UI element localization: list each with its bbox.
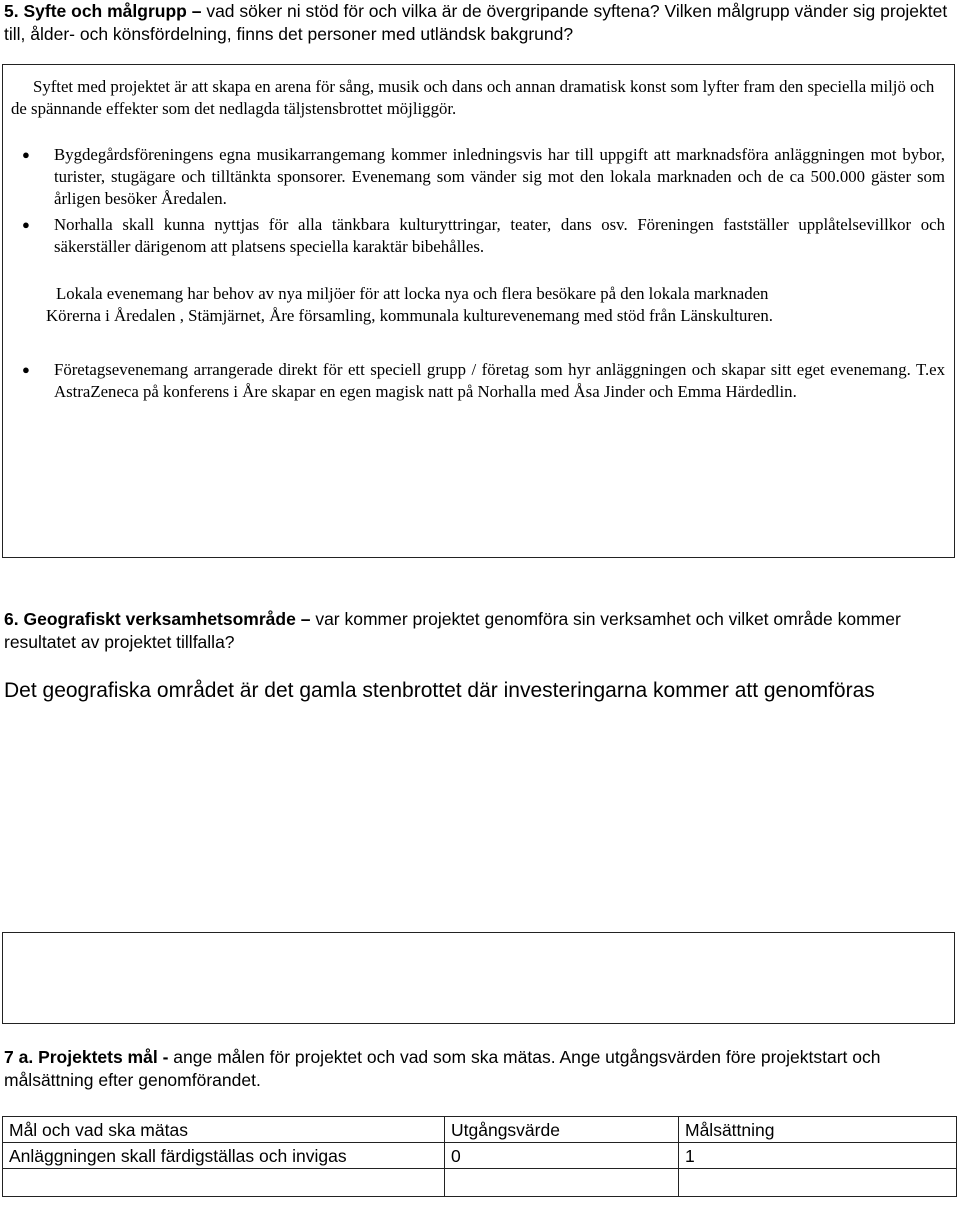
- header-baseline: Utgångsvärde: [445, 1117, 679, 1143]
- section-7a-title: Projektets mål -: [38, 1047, 169, 1067]
- table-header-row: [3, 1117, 957, 1143]
- section-6-answer: Det geografiska området är det gamla stenbrottet där investeringarna kommer att genomföras: [4, 679, 875, 702]
- goals-table: [2, 1116, 957, 1197]
- section-7a-heading: [4, 1046, 954, 1092]
- section-5-heading: [4, 0, 954, 46]
- header-goal: Mål och vad ska mätas: [3, 1117, 445, 1143]
- section-5-question: vad söker ni stöd för och vilka är de övergripande syftena? Vilken målgrupp vänder sig projektet till, ålder- och könsfördelning, finns det personer med utländsk bakgrund?: [4, 1, 948, 44]
- section-5-answer-box[interactable]: [2, 64, 955, 558]
- table-row: [3, 1169, 957, 1197]
- purpose-intro: Syftet med projektet är att skapa en arena för sång, musik och dans och annan dramatisk konst som lyfter fram den speciella miljö och de spännande effekter som det nedlagda täljstensbrottet möjliggör.: [11, 77, 935, 118]
- table-row: [3, 1143, 957, 1169]
- bullet-text: Bygdegårdsföreningens egna musikarrangemang kommer inledningsvis har till uppgift att marknadsföra anläggningen mot bybor, turister, stugägare och tilltänkta sponsorer. Evenemang som vänder sig mot den lokala marknaden och de ca 500.000 gäster som årligen besöker Åredalen.: [54, 145, 945, 208]
- local-events-line-1: Lokala evenemang har behov av nya miljöer för att locka nya och flera besökare på den lokala marknaden: [56, 284, 769, 303]
- list-item: [15, 359, 945, 403]
- table-cell-target[interactable]: [679, 1169, 957, 1197]
- bullet-text: Företagsevenemang arrangerade direkt för ett speciell grupp / företag som hyr anläggningen och skapar sitt eget evenemang. T.ex AstraZeneca på konferens i Åre skapar en egen magisk natt på Norhalla med Åsa Jinder och Emma Härdedlin.: [54, 360, 945, 401]
- bullet-text: Norhalla skall kunna nyttjas för alla tänkbara kulturyttringar, teater, dans osv. Föreningen fastställer upplåtelsevillkor och säkerställer därigenom att platsens speciella karaktär bibehålles.: [54, 215, 945, 256]
- bullet-icon: ●: [22, 147, 30, 162]
- bullet-icon: ●: [22, 362, 30, 377]
- local-events-paragraph: [46, 283, 946, 327]
- section-6-answer-box[interactable]: [2, 932, 955, 1024]
- bullet-icon: ●: [22, 217, 30, 232]
- table-cell-target[interactable]: 1: [679, 1143, 957, 1169]
- section-6-question: var kommer projektet genomföra sin verksamhet och vilket område kommer resultatet av projektet tillfalla?: [4, 609, 901, 652]
- header-target: Målsättning: [679, 1117, 957, 1143]
- list-item: [15, 214, 945, 258]
- section-6-title: Geografiskt verksamhetsområde: [23, 609, 296, 629]
- table-cell-baseline[interactable]: 0: [445, 1143, 679, 1169]
- section-6-heading: [4, 608, 954, 654]
- table-cell-goal[interactable]: [3, 1169, 445, 1197]
- section-5-dash: –: [191, 1, 202, 21]
- table-cell-goal[interactable]: Anläggningen skall färdigställas och invigas: [3, 1143, 445, 1169]
- table-cell-baseline[interactable]: [445, 1169, 679, 1197]
- section-5-title: Syfte och målgrupp: [23, 1, 187, 21]
- section-5-number: 5.: [4, 1, 19, 21]
- section-6-dash: –: [300, 609, 311, 629]
- list-item: [15, 144, 945, 210]
- section-7a-question: ange målen för projektet och vad som ska mätas. Ange utgångsvärden före projektstart och målsättning efter genomförandet.: [4, 1047, 881, 1090]
- local-events-line-2: Körerna i Åredalen , Stämjärnet, Åre församling, kommunala kulturevenemang med stöd från Länskulturen.: [46, 306, 773, 325]
- section-7a-number: 7 a.: [4, 1047, 34, 1067]
- section-6-number: 6.: [4, 609, 19, 629]
